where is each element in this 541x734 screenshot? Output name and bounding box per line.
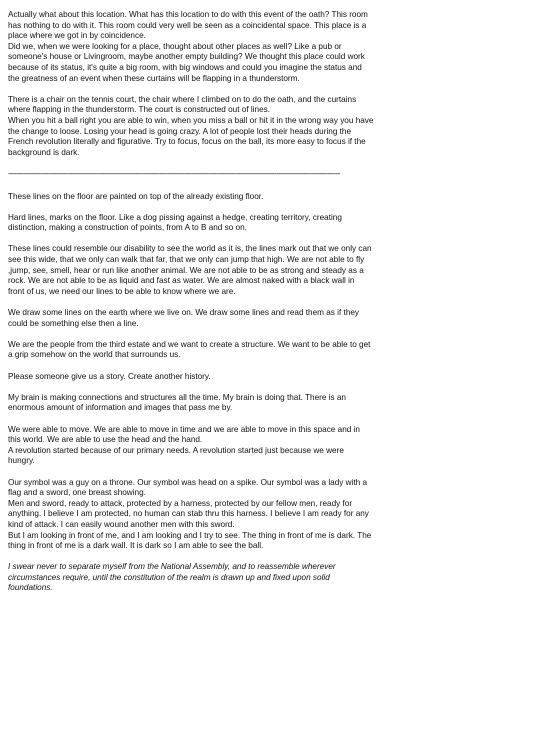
paragraph-location — [8, 10, 458, 84]
paragraph-draw-lines — [8, 308, 458, 329]
quote-line: circumstances require, until the constitution of the realm is drawn up and fixed upon solid — [8, 572, 330, 582]
dashed-separator: ------------------------------------------------------------------------------------------------------------------------------------------------------------ — [8, 168, 340, 178]
text-line: someone's house or Livingroom, maybe another empty building? We thought this place could work — [8, 52, 365, 62]
paragraph-symbol — [8, 478, 458, 552]
text-line: ,jump, see, smell, hear or run like another animal. We are not able to be as strong and steady as a — [8, 265, 364, 275]
text-line: because of its status, it's quite a big room, with big windows and could you imagine the status and — [8, 62, 362, 72]
text-line: see this wide, that we only can walk that far, that we only can jump that high. We are not able to fly — [8, 255, 365, 265]
text-line: These lines could resemble our disability to see the world as it is, the lines mark out that we only can — [8, 244, 372, 254]
text-line: French revolution literally and figurative. Try to focus, focus on the ball, its more easy to focus if the — [8, 137, 366, 147]
text-line: When you hit a ball right you are able to win, when you miss a ball or hit it in the wrong way you have — [8, 115, 374, 125]
text-line: has nothing to do with it. This room could very well be seen as a coincidental space. This place is a — [8, 20, 367, 30]
text-line: We draw some lines on the earth where we live on. We draw some lines and read them as if they — [8, 308, 360, 318]
text-line: Our symbol was a guy on a throne. Our symbol was head on a spike. Our symbol was a lady with a — [8, 477, 368, 487]
text-line: anything. I believe I am protected, no human can stab thru this harness. I believe I am ready for any — [8, 509, 369, 519]
text-line: My brain is making connections and structures all the time. My brain is doing that. There is an — [8, 392, 346, 402]
text-line: Please someone give us a story. Create another history. — [8, 371, 211, 381]
paragraph-move — [8, 425, 458, 467]
document-page — [8, 10, 458, 605]
text-line: hungry. — [8, 456, 35, 466]
quote-line: I swear never to separate myself from the National Assembly, and to reassemble wherever — [8, 562, 336, 572]
paragraph-hard-lines — [8, 213, 458, 234]
paragraph-tennis-court — [8, 95, 458, 159]
paragraph-story — [8, 372, 458, 383]
text-line: front of us, we need our lines to be able to know where we are. — [8, 286, 236, 296]
paragraph-brain — [8, 393, 458, 414]
text-line: distinction, making a construction of points, from A to B and so on. — [8, 223, 247, 233]
text-line: Hard lines, marks on the floor. Like a dog pissing against a hedge, creating territory, creating — [8, 212, 342, 222]
quote-line: foundations. — [8, 583, 53, 593]
text-line: These lines on the floor are painted on top of the already existing floor. — [8, 191, 264, 201]
paragraph-floor-lines — [8, 192, 458, 203]
text-line: where flapping in the thunderstorm. The court is constructed out of lines. — [8, 105, 270, 115]
paragraph-third-estate — [8, 340, 458, 361]
text-line: background is dark. — [8, 147, 80, 157]
text-line: could be something else then a line. — [8, 318, 139, 328]
text-line: the greatness of an event when these curtains will be flapping in a thunderstorm. — [8, 73, 300, 83]
paragraph-disability — [8, 244, 458, 297]
text-line: Actually what about this location. What has this location to do with this event of the oath? This room — [8, 10, 368, 19]
text-line: this world. We are able to use the head and the hand. — [8, 435, 203, 445]
oath-quote — [8, 562, 458, 594]
text-line: the change to loose. Losing your head is going crazy. A lot of people lost their heads during the — [8, 126, 352, 136]
text-line: But I am looking in front of me, and I am looking and I try to see. The thing in front of me is dark. The — [8, 530, 372, 540]
text-line: flag and a sword, one breast showing. — [8, 488, 146, 498]
text-line: We were able to move. We are able to move in time and we are able to move in this space and in — [8, 424, 360, 434]
text-line: There is a chair on the tennis court, the chair where I climbed on to do the oath, and the curtains — [8, 94, 357, 104]
text-line: place where we got in by coincidence. — [8, 31, 146, 41]
text-line: enormous amount of information and images that pass me by. — [8, 403, 233, 413]
text-line: A revolution started because of our primary needs. A revolution started just because we were — [8, 445, 344, 455]
text-line: thing in front of me is a dark wall. It is dark so I am able to see the ball. — [8, 541, 264, 551]
text-line: We are the people from the third estate and we want to create a structure. We want to be able to get — [8, 339, 371, 349]
text-line: Men and sword, ready to attack, protected by a harness, protected by our fellow men, ready for — [8, 498, 353, 508]
text-line: kind of attack. I can easily wound another men with this sword. — [8, 519, 235, 529]
text-line: Did we, when we were looking for a place, thought about other places as well? Like a pub or — [8, 41, 342, 51]
text-line: rock. We are not able to be as liquid and fast as water. We are almost naked with a black wall in — [8, 276, 355, 286]
text-line: a grip somehow on the world that surrounds us. — [8, 350, 181, 360]
